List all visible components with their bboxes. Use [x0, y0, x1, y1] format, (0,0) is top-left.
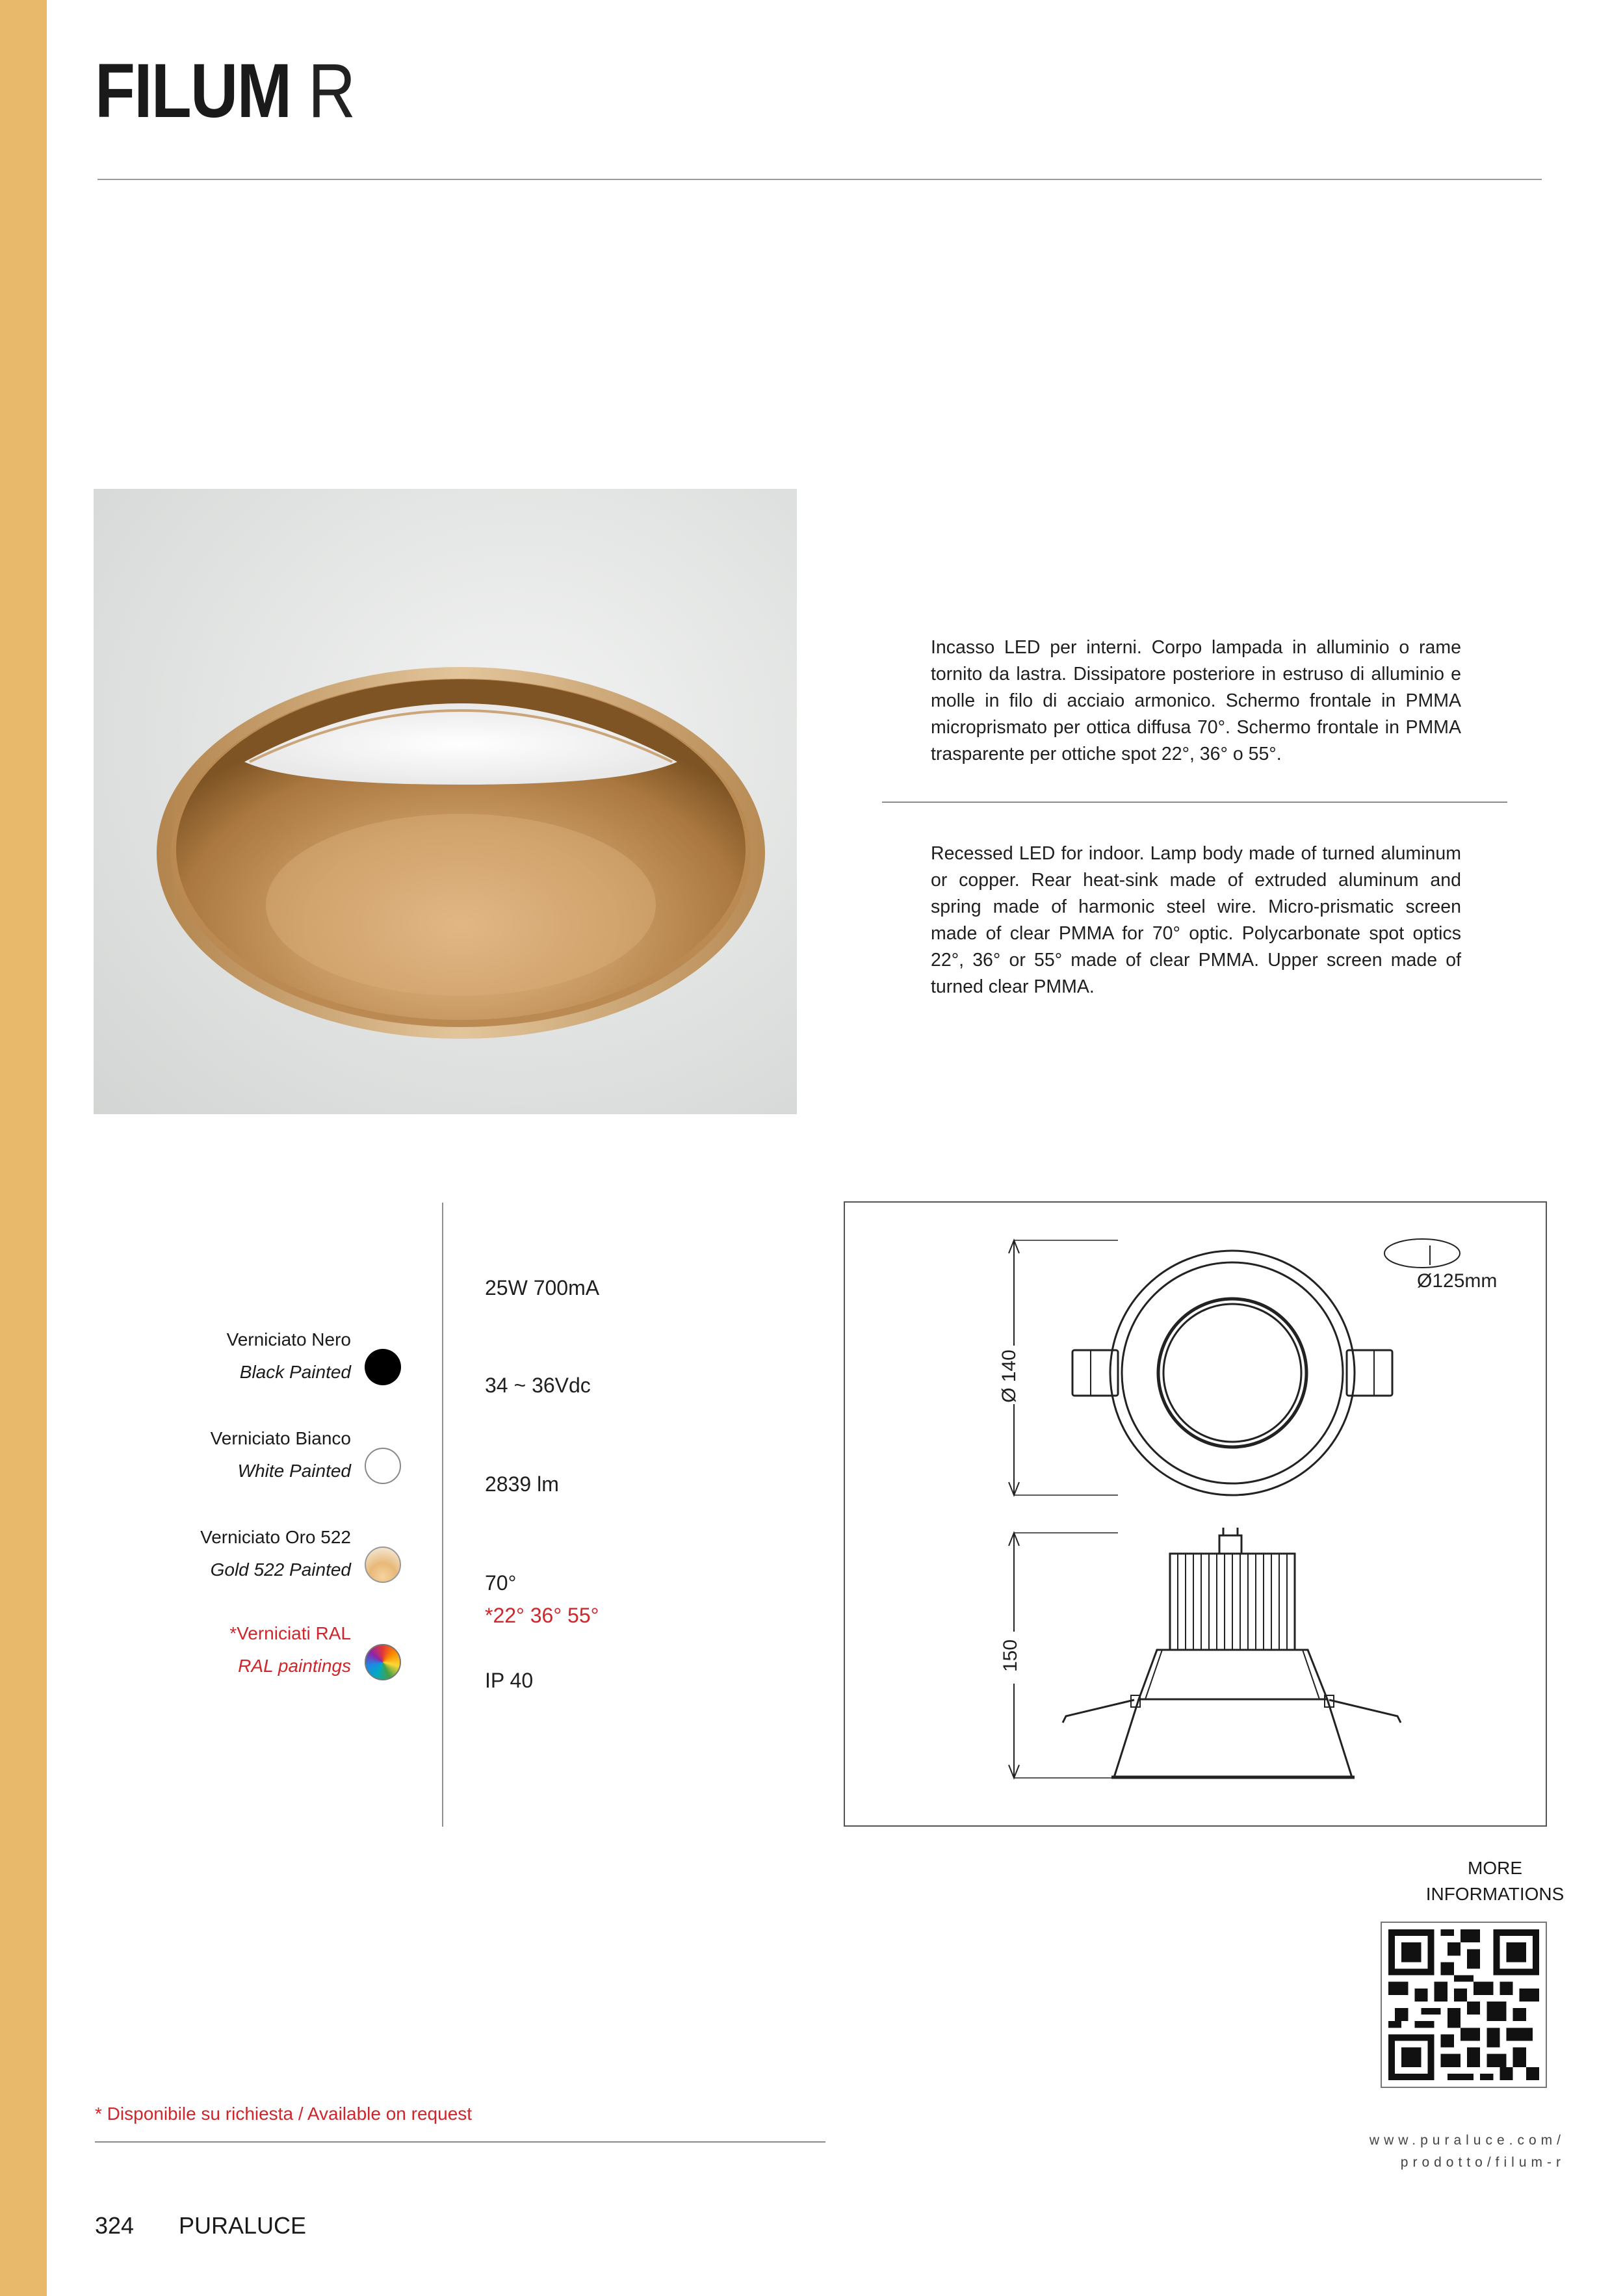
- description-italian: Incasso LED per interni. Corpo lampada in alluminio o rame tornito da lastra. Dissipatore posteriore in estruso di alluminio e molle in filo di acciaio armonico. Schermo frontale in PMMA microprismato per ottica diffusa 70°. Schermo frontale in PMMA trasparente per ottiche spot 22°, 36° o 55°.: [931, 637, 1461, 764]
- availability-note: * Disponibile su richiesta / Available on request: [95, 2104, 473, 2124]
- finish-ral: [229, 1617, 351, 1682]
- finish-label-en: White Painted: [237, 1461, 351, 1481]
- divider-vertical: [442, 1203, 443, 1827]
- product-variant: R: [307, 48, 355, 134]
- finish-label-it: Verniciato Oro 522: [200, 1527, 351, 1547]
- brand-name: PURALUCE: [179, 2212, 307, 2239]
- more-info-line1: MORE: [1468, 1858, 1522, 1878]
- swatch-ral-multicolor: [365, 1644, 401, 1680]
- sidebar-accent-bar: [0, 0, 47, 2296]
- page-number: 324: [95, 2212, 135, 2239]
- swatch-white: [365, 1448, 401, 1484]
- divider-top: [97, 179, 1542, 180]
- product-name: FILUM: [95, 48, 291, 134]
- finish-label-en: Black Painted: [239, 1362, 351, 1382]
- url-line1: www.puraluce.com/: [1369, 2133, 1565, 2148]
- dimension-diameter: Ø 140: [998, 1350, 1020, 1403]
- swatch-black: [365, 1349, 401, 1385]
- product-url[interactable]: [1365, 2130, 1565, 2174]
- spec-ip-rating: IP 40: [485, 1669, 534, 1692]
- spec-flux: 2839 lm: [485, 1472, 559, 1496]
- finish-label-it: *Verniciati RAL: [229, 1623, 351, 1643]
- technical-drawing: [844, 1201, 1547, 1827]
- spec-optic-spot: *22° 36° 55°: [485, 1604, 599, 1627]
- dimension-cutout: Ø125mm: [1417, 1270, 1498, 1292]
- divider-bottom: [95, 2141, 825, 2143]
- spec-voltage: 34 ~ 36Vdc: [485, 1374, 591, 1397]
- finish-black: [227, 1324, 351, 1389]
- dimension-height: 150: [1000, 1639, 1022, 1673]
- page-title: [95, 46, 354, 137]
- more-info-line2: INFORMATIONS: [1425, 1884, 1565, 1904]
- finish-white: [211, 1422, 351, 1487]
- finish-label-it: Verniciato Bianco: [210, 1428, 351, 1448]
- divider-description: [882, 802, 1507, 803]
- spec-power: 25W 700mA: [485, 1276, 600, 1299]
- url-line2: prodotto/filum-r: [1400, 2155, 1565, 2170]
- product-photo: [94, 489, 797, 1114]
- finish-gold: [200, 1521, 351, 1586]
- qr-code[interactable]: [1381, 1922, 1547, 2088]
- finish-label-en: Gold 522 Painted: [210, 1559, 351, 1580]
- swatch-gold: [365, 1546, 401, 1583]
- spec-optic: 70°: [485, 1571, 517, 1595]
- finish-label-en: RAL paintings: [238, 1656, 351, 1676]
- more-info-label: [1365, 1855, 1623, 1907]
- finish-label-it: Verniciato Nero: [226, 1329, 351, 1350]
- description-english: Recessed LED for indoor. Lamp body made of turned aluminum or copper. Rear heat-sink made of extruded aluminum and spring made of harmonic steel wire. Micro-prismatic screen made of clear PMMA for 70° optic. Polycarbonate spot optics 22°, 36° or 55° made of clear PMMA. Upper screen made of turned clear PMMA.: [931, 843, 1461, 997]
